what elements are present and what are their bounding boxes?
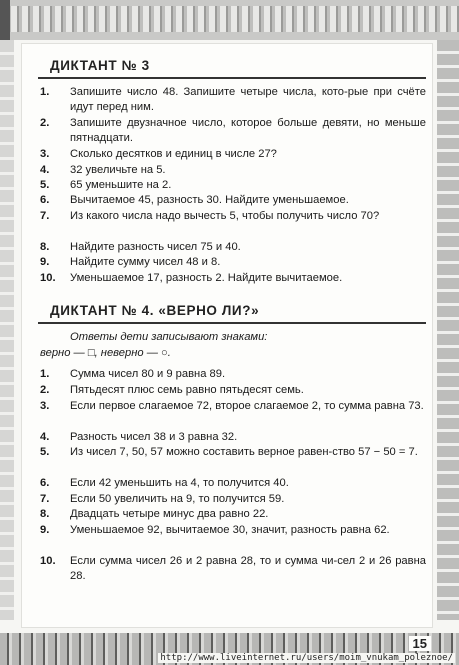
dictation-3-rule [38,77,426,79]
item-number: 3. [40,400,50,412]
item-text: Пятьдесят плюс семь равно пятьдесят семь. [70,384,304,396]
item-text: Вычитаемое 45, разность 30. Найдите уменьшаемое. [70,194,349,206]
item-text: Уменьшаемое 17, разность 2. Найдите вычитаемое. [70,272,343,284]
dictation-4-title: ДИКТАНТ № 4. «ВЕРНО ЛИ?» [50,303,260,318]
item-text: Из какого числа надо вычесть 5, чтобы получить число 70? [70,210,380,222]
dictation-3-title: ДИКТАНТ № 3 [50,58,150,73]
item-number: 9. [40,256,50,268]
item-text: 65 уменьшите на 2. [70,179,172,191]
item-number: 7. [40,493,50,505]
dictation-4-rule [38,322,426,324]
item-number: 4. [40,164,50,176]
item-text: Разность чисел 38 и 3 равна 32. [70,431,238,443]
item-text: Если первое слагаемое 72, второе слагаемое 2, то сумма равна 73. [70,400,424,412]
dictation-4-intro-line1: Ответы дети записывают знаками: [70,331,268,343]
item-text: Запишите двузначное число, которое больше девяти, но меньше пятнадцати. [70,117,426,145]
item-text: Двадцать четыре минус два равно 22. [70,508,269,520]
item-number: 1. [40,368,50,380]
item-number: 5. [40,446,50,458]
item-text: Уменьшаемое 92, вычитаемое 30, значит, разность равна 62. [70,524,390,536]
item-number: 3. [40,148,50,160]
item-text: Найдите разность чисел 75 и 40. [70,241,241,253]
item-text: Сумма чисел 80 и 9 равна 89. [70,368,226,380]
item-number: 10. [40,272,56,284]
item-text: Если сумма чисел 26 и 2 равна 28, то и сумма чи-сел 2 и 26 равна 28. [70,555,426,583]
item-number: 6. [40,194,50,206]
item-text: Из чисел 7, 50, 57 можно составить верное равен-ство 57 − 50 = 7. [70,446,418,458]
watermark-url: http://www.liveinternet.ru/users/moim_vnukam_poleznoe/ [160,653,453,663]
dictation-4-intro-line2: верно — □, неверно — ○. [40,347,171,359]
page-number: 15 [409,636,431,651]
item-text: Найдите сумму чисел 48 и 8. [70,256,221,268]
item-number: 1. [40,86,50,98]
item-number: 10. [40,555,56,567]
item-number: 9. [40,524,50,536]
top-decor-stripes [0,6,459,32]
item-number: 6. [40,477,50,489]
left-decor-band [0,40,14,620]
item-number: 2. [40,117,50,129]
item-text: Если 50 увеличить на 9, то получится 59. [70,493,285,505]
item-number: 7. [40,210,50,222]
item-number: 2. [40,384,50,396]
item-number: 8. [40,241,50,253]
item-text: Сколько десятков и единиц в числе 27? [70,148,277,160]
item-number: 5. [40,179,50,191]
item-text: Если 42 уменьшить на 4, то получится 40. [70,477,289,489]
item-number: 8. [40,508,50,520]
item-number: 4. [40,431,50,443]
item-text: 32 увеличьте на 5. [70,164,166,176]
item-text: Запишите число 48. Запишите четыре числа, кото-рые при счёте идут перед ним. [70,86,426,114]
